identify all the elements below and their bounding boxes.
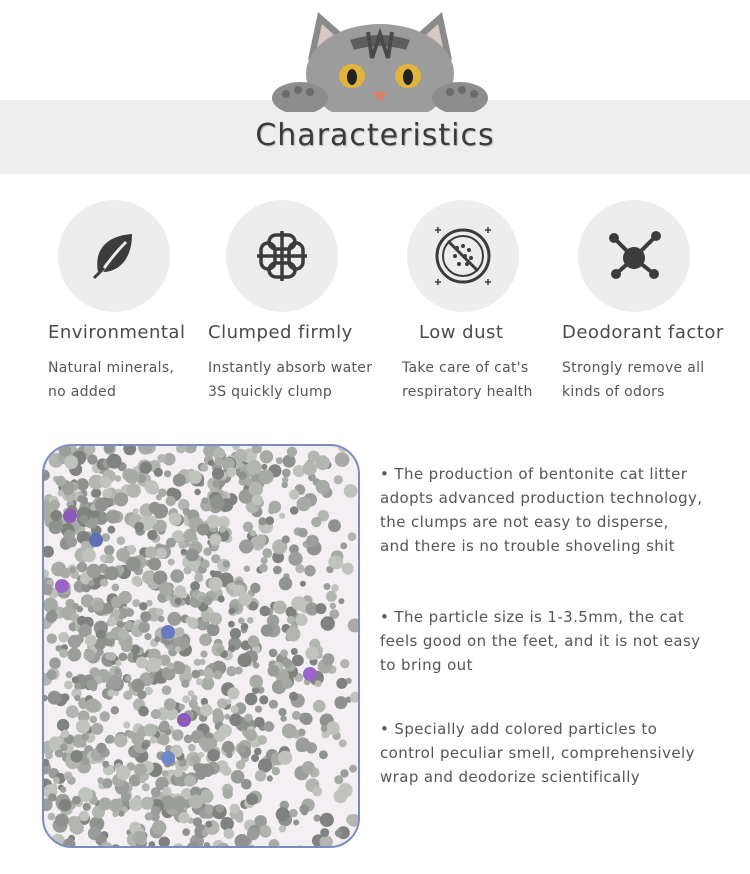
feature-icon-circle: [226, 200, 338, 312]
feature-desc: Take care of cat's respiratory health: [402, 360, 533, 400]
no-dust-icon: [431, 224, 495, 288]
bullet-item: • Specially add colored particles to control peculiar smell, comprehensively wrap and deodorize scientifically: [380, 720, 695, 786]
feature-name: Clumped firmly: [208, 322, 353, 343]
leaf-icon: [86, 228, 142, 284]
cat-litter-photo: [42, 444, 360, 848]
bullet-item: • The particle size is 1-3.5mm, the cat feels good on the feet, and it is not easy to bring out: [380, 608, 701, 674]
page-title: Characteristics: [255, 118, 495, 153]
feature-name: Environmental: [48, 322, 186, 343]
feature-icon-circle: [407, 200, 519, 312]
molecule-icon: [604, 226, 664, 286]
feature-icon-circle: [578, 200, 690, 312]
feature-desc: Strongly remove all kinds of odors: [562, 360, 705, 400]
feature-name: Deodorant factor: [562, 322, 724, 343]
feature-name: Low dust: [419, 322, 504, 343]
bullet-item: • The production of bentonite cat litter adopts advanced production technology, the clumps are not easy to disperse, and there is no trouble shoveling shit: [380, 465, 703, 555]
feature-icon-circle: [58, 200, 170, 312]
cat-peeking-illustration: [260, 0, 500, 112]
litter-granules-image: [44, 446, 358, 846]
feature-desc: Instantly absorb water 3S quickly clump: [208, 360, 373, 400]
knot-icon: [251, 225, 313, 287]
feature-desc: Natural minerals, no added: [48, 360, 175, 400]
